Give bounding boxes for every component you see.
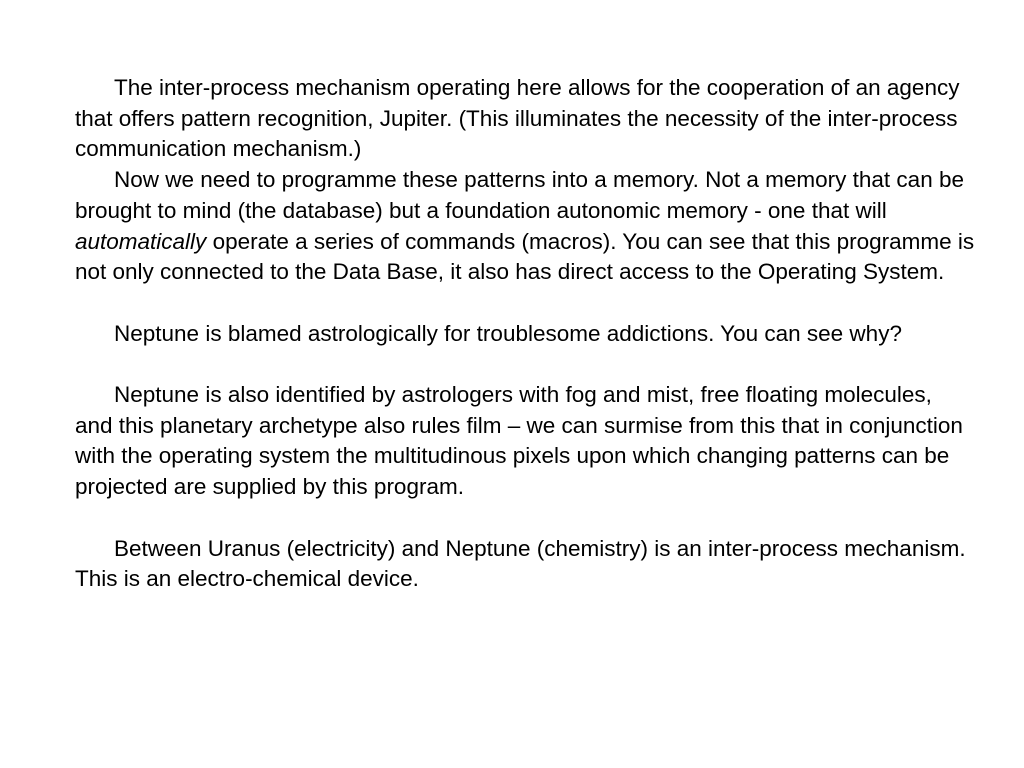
paragraph-spacer	[75, 349, 975, 380]
emphasis-automatically: automatically	[75, 228, 207, 254]
paragraph-uranus-neptune: Between Uranus (electricity) and Neptune (chemistry) is an inter-process mechanism. This is an electro-chemical device.	[75, 535, 966, 592]
paragraph-neptune-addictions: Neptune is blamed astrologically for troublesome addictions. You can see why?	[114, 320, 902, 346]
paragraph-memory-text-before: Now we need to programme these patterns into a memory. Not a memory that can be brought to mind (the database) but a foundation autonomic memory - one that will	[75, 167, 964, 223]
paragraph-memory-text-after: operate a series of commands (macros). You can see that this programme is not only connected to the Data Base, it also has direct access to the Operating System.	[75, 228, 975, 285]
paragraph-inter-process: The inter-process mechanism operating here allows for the cooperation of an agency that offers pattern recognition, Jupiter. (This illuminates the necessity of the inter-process communication mechanism.)	[75, 75, 960, 162]
paragraph-spacer	[75, 288, 975, 319]
paragraph-spacer	[75, 503, 975, 534]
paragraph-memory-programme	[75, 165, 975, 288]
slide-text-body	[75, 73, 975, 595]
paragraph-neptune-fog: Neptune is also identified by astrologers with fog and mist, free floating molecules, and this planetary archetype also rules film – we can surmise from this that in conjunction with the operating system the multitudinous pixels upon which changing patterns can be projected are supplied by this program.	[75, 382, 963, 500]
